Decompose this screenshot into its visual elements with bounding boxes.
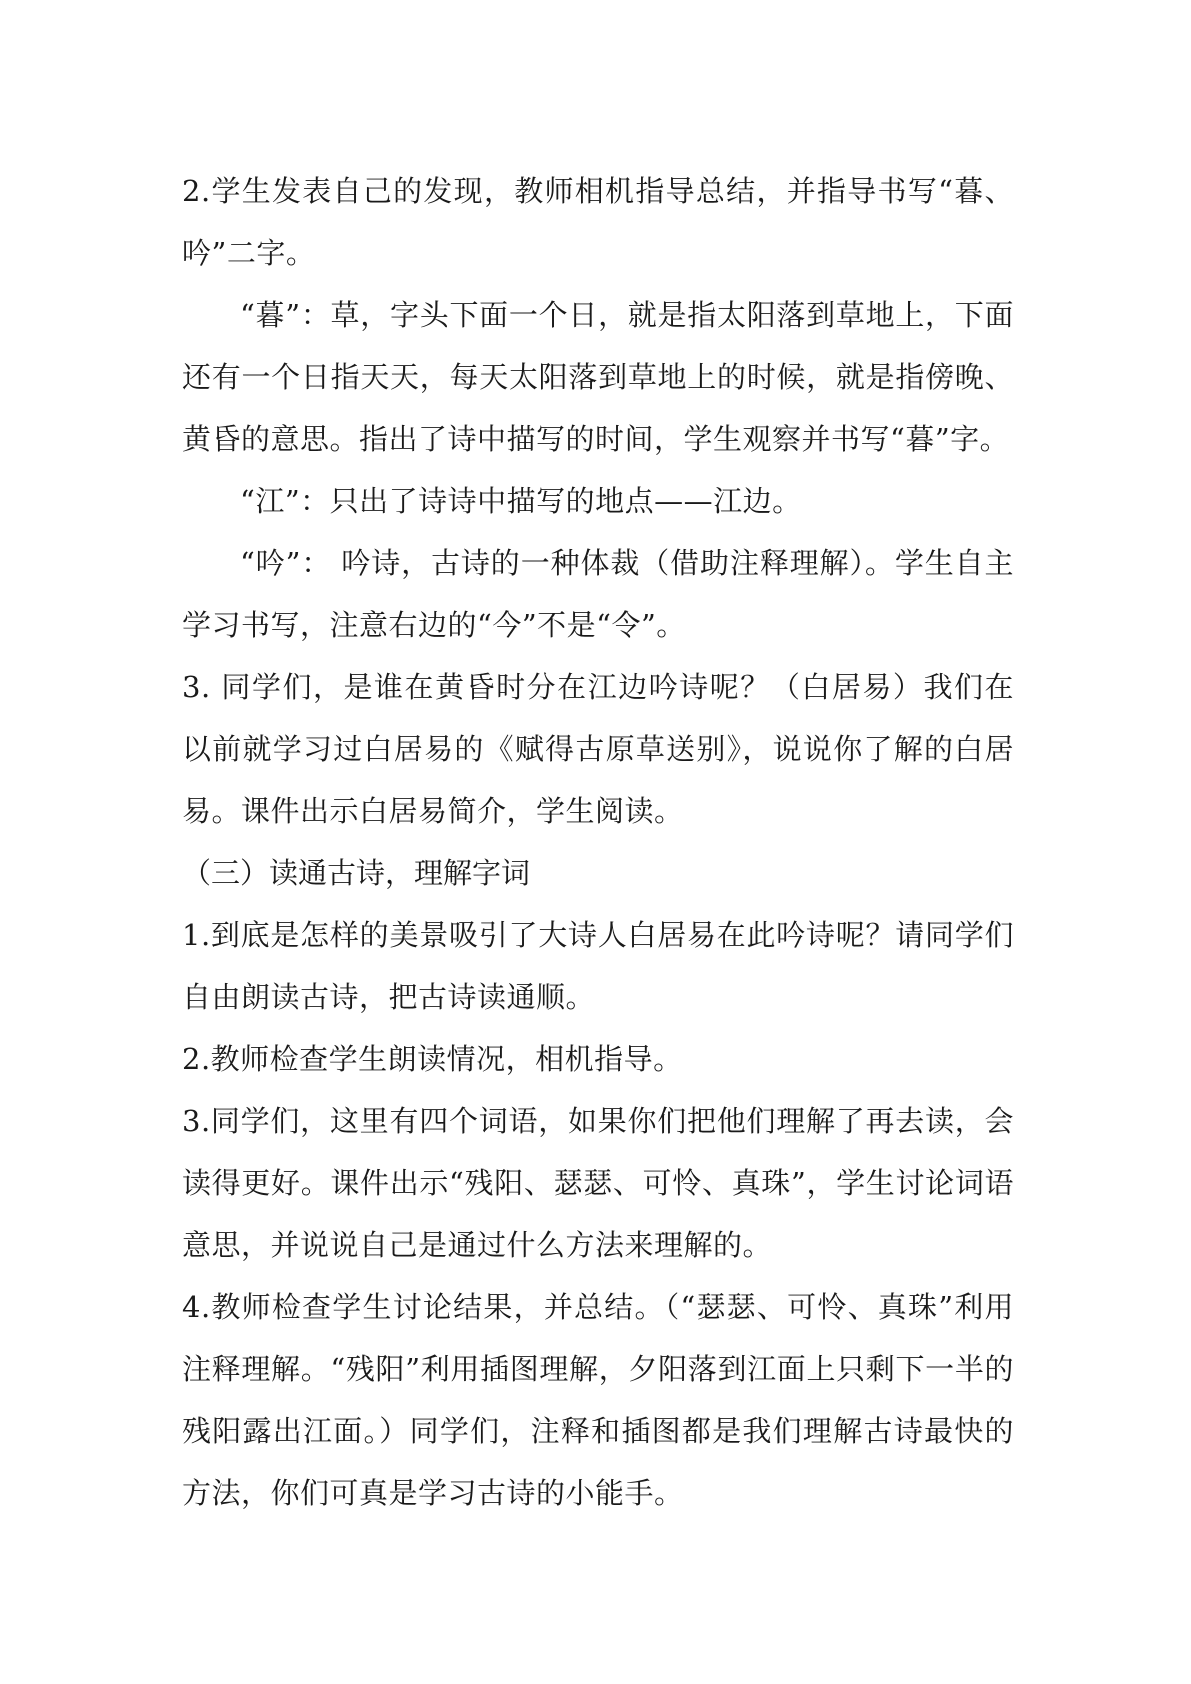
paragraph-step-2-observation: 2.学生发表自己的发现，教师相机指导总结，并指导书写“暮、吟”二字。 — [182, 174, 1014, 270]
paragraph-read-step-2: 2.教师检查学生朗读情况，相机指导。 — [182, 1042, 683, 1076]
paragraph-step-3-bai-juyi: 3. 同学们，是谁在黄昏时分在江边吟诗呢？（白居易）我们在以前就学习过白居易的《赋得古原草送别》，说说你了解的白居易。课件出示白居易简介，学生阅读。 — [182, 670, 1014, 828]
document-page — [182, 160, 1014, 1524]
paragraph-read-step-4: 4.教师检查学生讨论结果，并总结。（“瑟瑟、可怜、真珠”利用注释理解。“残阳”利用插图理解，夕阳落到江面上只剩下一半的残阳露出江面。）同学们，注释和插图都是我们理解古诗最快的方法，你们可真是学习古诗的小能手。 — [182, 1290, 1014, 1510]
paragraph-read-step-1: 1.到底是怎样的美景吸引了大诗人白居易在此吟诗呢？请同学们自由朗读古诗，把古诗读通顺。 — [182, 918, 1014, 1014]
paragraph-char-jiang: “江”：只出了诗诗中描写的地点——江边。 — [240, 484, 802, 518]
paragraph-char-yin: “吟”： 吟诗，古诗的一种体裁（借助注释理解）。学生自主学习书写，注意右边的“今”不是“令”。 — [182, 546, 1014, 642]
paragraph-read-step-3: 3.同学们，这里有四个词语，如果你们把他们理解了再去读，会读得更好。课件出示“残阳、瑟瑟、可怜、真珠”，学生讨论词语意思，并说说自己是通过什么方法来理解的。 — [182, 1104, 1014, 1262]
section-heading-read-poem: （三）读通古诗，理解字词 — [182, 856, 531, 890]
paragraph-char-mu: “暮”：草，字头下面一个日，就是指太阳落到草地上，下面还有一个日指天天，每天太阳落到草地上的时候，就是指傍晚、黄昏的意思。指出了诗中描写的时间，学生观察并书写“暮”字。 — [182, 298, 1014, 456]
